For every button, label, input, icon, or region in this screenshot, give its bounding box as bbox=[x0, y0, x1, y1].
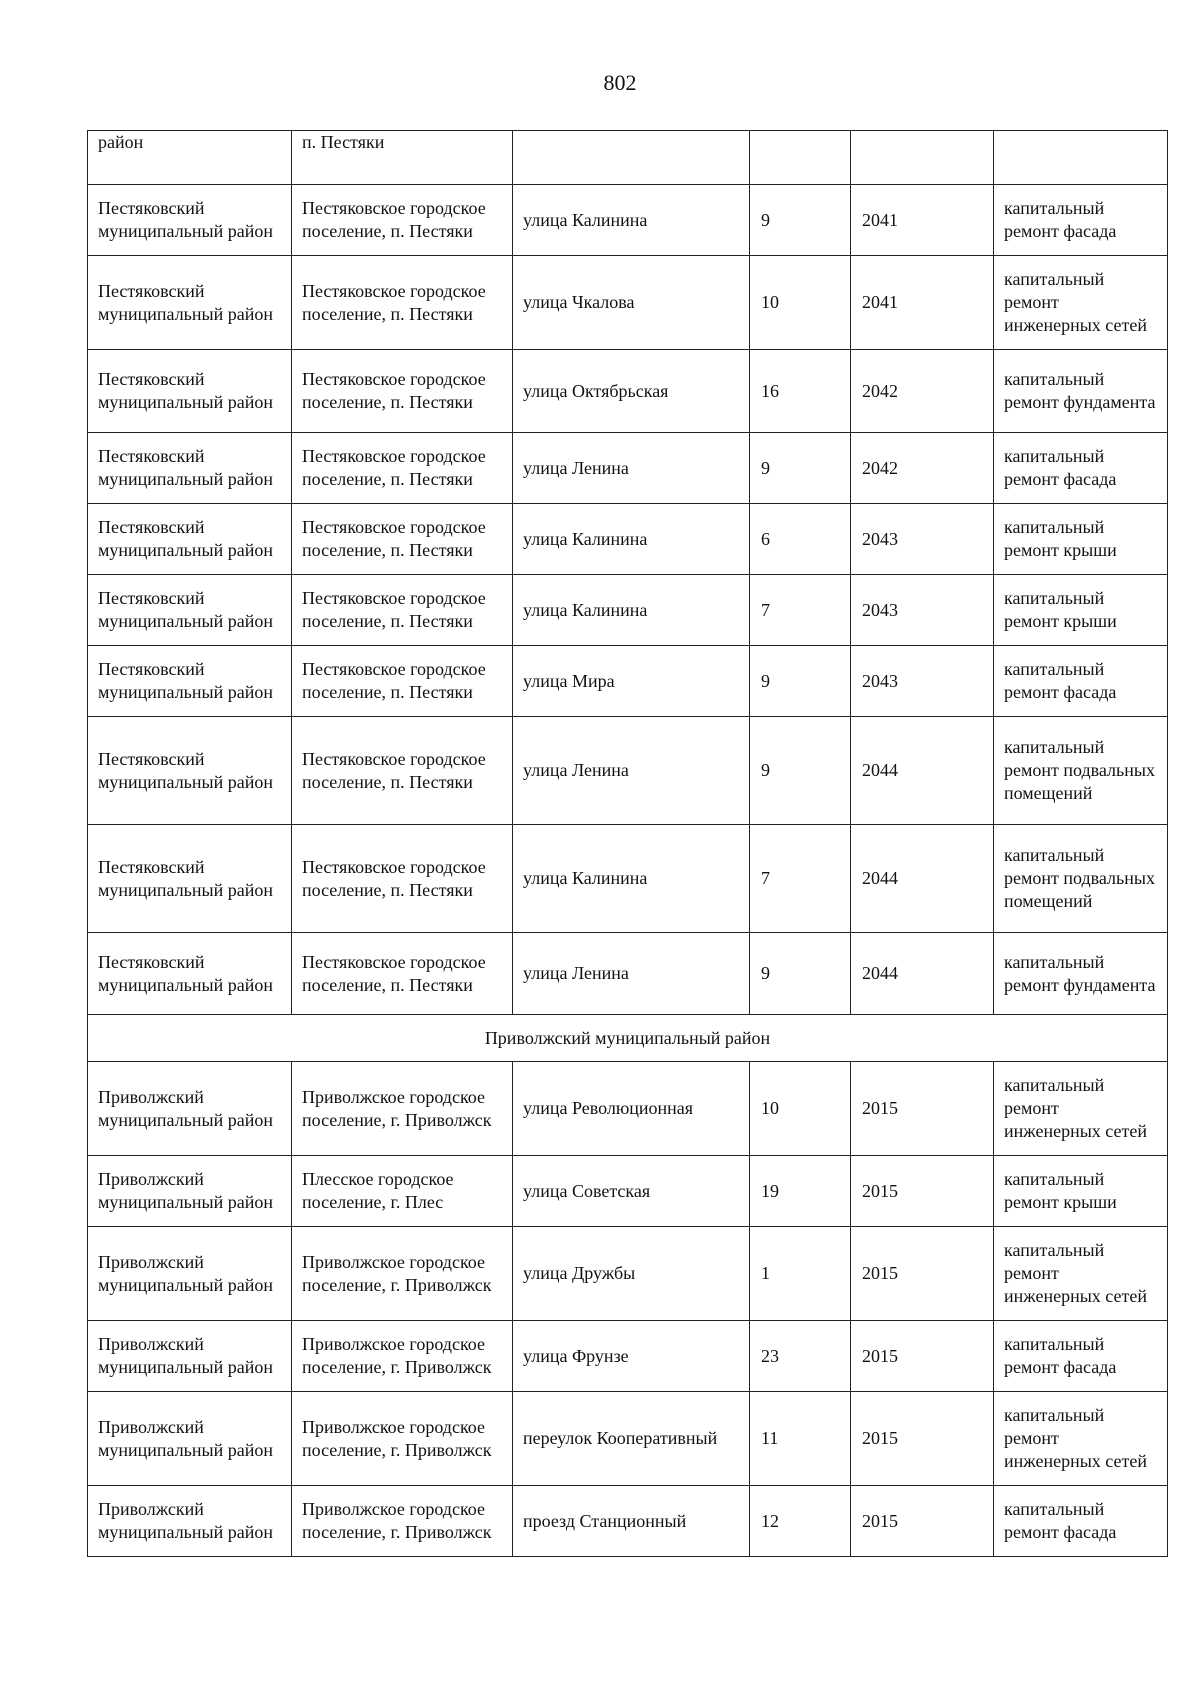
cell-street: улица Мира bbox=[513, 646, 750, 717]
cell-work-type: капитальный ремонт подвальных помещений bbox=[994, 825, 1168, 933]
cell-street: улица Калинина bbox=[513, 185, 750, 256]
cell-district: район bbox=[88, 131, 292, 185]
cell-house-number: 10 bbox=[750, 256, 851, 350]
cell-planned-year: 2015 bbox=[851, 1062, 994, 1156]
cell-settlement: Плесское городское поселение, г. Плес bbox=[292, 1156, 513, 1227]
cell-house-number: 12 bbox=[750, 1486, 851, 1557]
cell-work-type: капитальный ремонт подвальных помещений bbox=[994, 717, 1168, 825]
table-row bbox=[88, 131, 1168, 185]
cell-street: переулок Кооперативный bbox=[513, 1392, 750, 1486]
cell-work-type: капитальный ремонт крыши bbox=[994, 1156, 1168, 1227]
page-number: 802 bbox=[603, 70, 637, 95]
table-row bbox=[88, 1392, 1168, 1486]
cell-house-number: 9 bbox=[750, 185, 851, 256]
cell-planned-year bbox=[851, 131, 994, 185]
table-row bbox=[88, 185, 1168, 256]
table-row bbox=[88, 825, 1168, 933]
cell-planned-year: 2043 bbox=[851, 575, 994, 646]
cell-street: улица Калинина bbox=[513, 504, 750, 575]
cell-district: Приволжский муниципальный район bbox=[88, 1486, 292, 1557]
cell-house-number: 1 bbox=[750, 1227, 851, 1321]
cell-settlement: Пестяковское городское поселение, п. Пестяки bbox=[292, 433, 513, 504]
cell-settlement: Пестяковское городское поселение, п. Пестяки bbox=[292, 350, 513, 433]
cell-planned-year: 2042 bbox=[851, 350, 994, 433]
table-body bbox=[88, 131, 1168, 1557]
cell-street: улица Советская bbox=[513, 1156, 750, 1227]
cell-district: Пестяковский муниципальный район bbox=[88, 717, 292, 825]
cell-house-number: 9 bbox=[750, 933, 851, 1015]
cell-settlement: Пестяковское городское поселение, п. Пестяки bbox=[292, 575, 513, 646]
cell-planned-year: 2015 bbox=[851, 1156, 994, 1227]
cell-district: Пестяковский муниципальный район bbox=[88, 646, 292, 717]
section-title: Приволжский муниципальный район bbox=[88, 1015, 1168, 1062]
repair-schedule-table bbox=[87, 130, 1168, 1557]
cell-district: Пестяковский муниципальный район bbox=[88, 504, 292, 575]
cell-settlement: Пестяковское городское поселение, п. Пестяки bbox=[292, 646, 513, 717]
cell-work-type: капитальный ремонт фасада bbox=[994, 1321, 1168, 1392]
cell-street: улица Дружбы bbox=[513, 1227, 750, 1321]
cell-house-number: 16 bbox=[750, 350, 851, 433]
cell-settlement: Пестяковское городское поселение, п. Пестяки bbox=[292, 185, 513, 256]
table-row bbox=[88, 1156, 1168, 1227]
cell-district: Пестяковский муниципальный район bbox=[88, 256, 292, 350]
cell-work-type: капитальный ремонт фундамента bbox=[994, 933, 1168, 1015]
cell-planned-year: 2015 bbox=[851, 1392, 994, 1486]
cell-street: улица Фрунзе bbox=[513, 1321, 750, 1392]
cell-district: Приволжский муниципальный район bbox=[88, 1062, 292, 1156]
cell-work-type: капитальный ремонт крыши bbox=[994, 504, 1168, 575]
cell-settlement: Приволжское городское поселение, г. Приволжск bbox=[292, 1062, 513, 1156]
table-row bbox=[88, 1486, 1168, 1557]
cell-district: Пестяковский муниципальный район bbox=[88, 433, 292, 504]
cell-street: улица Ленина bbox=[513, 433, 750, 504]
cell-planned-year: 2043 bbox=[851, 504, 994, 575]
cell-house-number: 10 bbox=[750, 1062, 851, 1156]
cell-house-number: 23 bbox=[750, 1321, 851, 1392]
cell-planned-year: 2043 bbox=[851, 646, 994, 717]
cell-settlement: Приволжское городское поселение, г. Приволжск bbox=[292, 1486, 513, 1557]
table-row bbox=[88, 256, 1168, 350]
cell-street: улица Ленина bbox=[513, 717, 750, 825]
cell-settlement: Пестяковское городское поселение, п. Пестяки bbox=[292, 825, 513, 933]
section-header-row bbox=[88, 1015, 1168, 1062]
cell-work-type bbox=[994, 131, 1168, 185]
cell-house-number: 19 bbox=[750, 1156, 851, 1227]
cell-district: Пестяковский муниципальный район bbox=[88, 575, 292, 646]
cell-street: улица Чкалова bbox=[513, 256, 750, 350]
cell-house-number: 9 bbox=[750, 433, 851, 504]
cell-work-type: капитальный ремонт фасада bbox=[994, 185, 1168, 256]
cell-settlement: Пестяковское городское поселение, п. Пестяки bbox=[292, 933, 513, 1015]
cell-street: улица Октябрьская bbox=[513, 350, 750, 433]
table-row bbox=[88, 575, 1168, 646]
cell-work-type: капитальный ремонт инженерных сетей bbox=[994, 1227, 1168, 1321]
table-row bbox=[88, 1321, 1168, 1392]
cell-planned-year: 2015 bbox=[851, 1227, 994, 1321]
cell-work-type: капитальный ремонт инженерных сетей bbox=[994, 1392, 1168, 1486]
cell-street bbox=[513, 131, 750, 185]
cell-district: Пестяковский муниципальный район bbox=[88, 825, 292, 933]
cell-planned-year: 2041 bbox=[851, 256, 994, 350]
cell-district: Пестяковский муниципальный район bbox=[88, 350, 292, 433]
cell-house-number: 6 bbox=[750, 504, 851, 575]
table-row bbox=[88, 1062, 1168, 1156]
table-row bbox=[88, 646, 1168, 717]
cell-work-type: капитальный ремонт фасада bbox=[994, 1486, 1168, 1557]
cell-planned-year: 2041 bbox=[851, 185, 994, 256]
cell-work-type: капитальный ремонт фундамента bbox=[994, 350, 1168, 433]
cell-district: Пестяковский муниципальный район bbox=[88, 933, 292, 1015]
cell-work-type: капитальный ремонт инженерных сетей bbox=[994, 256, 1168, 350]
cell-district: Приволжский муниципальный район bbox=[88, 1156, 292, 1227]
cell-street: улица Калинина bbox=[513, 575, 750, 646]
table-row bbox=[88, 350, 1168, 433]
cell-settlement: Пестяковское городское поселение, п. Пестяки bbox=[292, 256, 513, 350]
cell-planned-year: 2015 bbox=[851, 1321, 994, 1392]
cell-work-type: капитальный ремонт инженерных сетей bbox=[994, 1062, 1168, 1156]
cell-street: проезд Станционный bbox=[513, 1486, 750, 1557]
cell-planned-year: 2042 bbox=[851, 433, 994, 504]
cell-planned-year: 2044 bbox=[851, 825, 994, 933]
table-row bbox=[88, 504, 1168, 575]
cell-district: Приволжский муниципальный район bbox=[88, 1392, 292, 1486]
cell-district: Пестяковский муниципальный район bbox=[88, 185, 292, 256]
cell-district: Приволжский муниципальный район bbox=[88, 1321, 292, 1392]
cell-street: улица Ленина bbox=[513, 933, 750, 1015]
cell-settlement: Приволжское городское поселение, г. Приволжск bbox=[292, 1321, 513, 1392]
cell-settlement: Приволжское городское поселение, г. Приволжск bbox=[292, 1392, 513, 1486]
cell-planned-year: 2044 bbox=[851, 717, 994, 825]
cell-settlement: Приволжское городское поселение, г. Приволжск bbox=[292, 1227, 513, 1321]
cell-house-number: 9 bbox=[750, 646, 851, 717]
cell-house-number: 9 bbox=[750, 717, 851, 825]
cell-settlement: Пестяковское городское поселение, п. Пестяки bbox=[292, 504, 513, 575]
table-row bbox=[88, 717, 1168, 825]
table-row bbox=[88, 433, 1168, 504]
table-row bbox=[88, 1227, 1168, 1321]
cell-house-number: 7 bbox=[750, 825, 851, 933]
cell-planned-year: 2044 bbox=[851, 933, 994, 1015]
cell-street: улица Калинина bbox=[513, 825, 750, 933]
cell-house-number: 11 bbox=[750, 1392, 851, 1486]
cell-work-type: капитальный ремонт фасада bbox=[994, 646, 1168, 717]
cell-house-number: 7 bbox=[750, 575, 851, 646]
table-row bbox=[88, 933, 1168, 1015]
cell-settlement: Пестяковское городское поселение, п. Пестяки bbox=[292, 717, 513, 825]
cell-street: улица Революционная bbox=[513, 1062, 750, 1156]
cell-work-type: капитальный ремонт крыши bbox=[994, 575, 1168, 646]
cell-settlement: п. Пестяки bbox=[292, 131, 513, 185]
cell-district: Приволжский муниципальный район bbox=[88, 1227, 292, 1321]
cell-planned-year: 2015 bbox=[851, 1486, 994, 1557]
cell-house-number bbox=[750, 131, 851, 185]
cell-work-type: капитальный ремонт фасада bbox=[994, 433, 1168, 504]
